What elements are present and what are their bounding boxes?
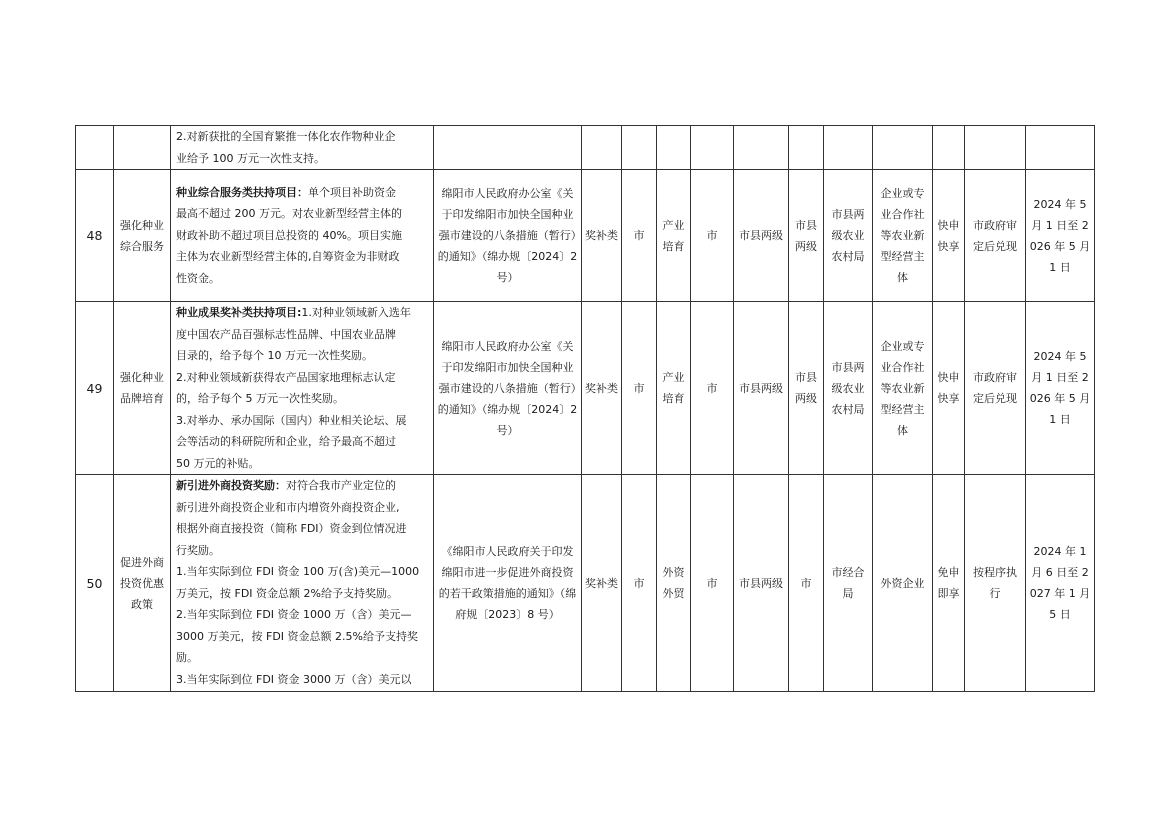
policy-level: 市 bbox=[622, 302, 657, 475]
approval-level: 市县两级 bbox=[789, 170, 824, 302]
target-subject: 企业或专业合作社等农业新型经营主体 bbox=[873, 302, 933, 475]
content-line: 最高不超过 200 万元。对农业新型经营主体的 bbox=[176, 207, 402, 221]
policy-type bbox=[582, 126, 622, 170]
content-line: 主体为农业新型经营主体的,自筹资金为非财政 bbox=[176, 250, 400, 264]
content-line: 性资金。 bbox=[176, 271, 220, 285]
row-number: 49 bbox=[76, 302, 114, 475]
content-line: 励。 bbox=[176, 651, 198, 664]
content-line: 3.对举办、承办国际（国内）种业相关论坛、展 bbox=[176, 413, 407, 427]
policy-name bbox=[114, 126, 171, 170]
content-line: 行奖励。 bbox=[176, 543, 220, 557]
cashing-method bbox=[965, 126, 1026, 170]
content-line: 财政补助不超过项目总投资的 40%。项目实施 bbox=[176, 228, 402, 242]
policy-level2: 市 bbox=[691, 475, 734, 692]
row-number: 48 bbox=[76, 170, 114, 302]
policy-name: 促进外商投资优惠政策 bbox=[114, 475, 171, 692]
content-line bbox=[176, 302, 428, 324]
table-row bbox=[76, 126, 1095, 170]
content-line: 度中国农产品百强标志性品牌、中国农业品牌 bbox=[176, 327, 396, 341]
content-line-text: 单个项目补助资金 bbox=[308, 185, 396, 199]
policy-level2: 市 bbox=[691, 302, 734, 475]
content-line bbox=[176, 182, 428, 204]
policy-level bbox=[622, 126, 657, 170]
responsible-dept bbox=[824, 126, 873, 170]
policy-content-title: 种业综合服务类扶持项目： bbox=[176, 185, 308, 199]
content-line: 1.当年实际到位 FDI 资金 100 万(含)美元—1000 bbox=[176, 565, 420, 578]
policy-basis: 绵阳市人民政府办公室《关于印发绵阳市加快全国种业强市建设的八条措施（暂行）的通知》（绵办规〔2024〕2 号） bbox=[434, 170, 582, 302]
table-row bbox=[76, 302, 1095, 475]
responsible-dept: 市县两级农业农村局 bbox=[824, 302, 873, 475]
row-number: 50 bbox=[76, 475, 114, 692]
content-line: 新引进外商投资企业和市内增资外商投资企业, bbox=[176, 500, 400, 514]
content-line: 万美元，按 FDI 资金总额 2%给予支持奖励。 bbox=[176, 586, 398, 600]
policy-content-title: 种业成果奖补类扶持项目: bbox=[176, 306, 302, 319]
approval-level: 市县两级 bbox=[789, 302, 824, 475]
policy-table bbox=[75, 125, 1095, 692]
policy-content bbox=[171, 170, 434, 302]
valid-period: 2024 年 5 月 1 日至 2026 年 5 月 1 日 bbox=[1026, 170, 1095, 302]
policy-content bbox=[171, 302, 434, 475]
exec-level: 市县两级 bbox=[734, 475, 789, 692]
policy-content-title: 新引进外商投资奖励： bbox=[176, 479, 286, 492]
policy-content bbox=[171, 475, 434, 692]
content-line: 根据外商直接投资（简称 FDI）资金到位情况进 bbox=[176, 522, 407, 535]
policy-level2 bbox=[691, 126, 734, 170]
target-subject: 企业或专业合作社等农业新型经营主体 bbox=[873, 170, 933, 302]
policy-level: 市 bbox=[622, 170, 657, 302]
approval-level: 市 bbox=[789, 475, 824, 692]
content-line: 3000 万美元，按 FDI 资金总额 2.5%给予支持奖 bbox=[176, 629, 418, 643]
policy-category bbox=[657, 126, 691, 170]
content-line: 会等活动的科研院所和企业，给予最高不超过 bbox=[176, 435, 396, 448]
responsible-dept: 市县两级农业农村局 bbox=[824, 170, 873, 302]
policy-level2: 市 bbox=[691, 170, 734, 302]
policy-content bbox=[171, 126, 434, 170]
policy-basis: 《绵阳市人民政府关于印发绵阳市进一步促进外商投资的若干政策措施的通知》（绵府规〔2023〕8 号） bbox=[434, 475, 582, 692]
content-line bbox=[176, 475, 428, 497]
valid-period: 2024 年 1 月 6 日至 2027 年 1 月 5 日 bbox=[1026, 475, 1095, 692]
cashing-method: 按程序执行 bbox=[965, 475, 1026, 692]
exec-level: 市县两级 bbox=[734, 302, 789, 475]
valid-period bbox=[1026, 126, 1095, 170]
policy-level: 市 bbox=[622, 475, 657, 692]
apply-method bbox=[933, 126, 965, 170]
policy-type: 奖补类 bbox=[582, 170, 622, 302]
row-number bbox=[76, 126, 114, 170]
content-line: 3.当年实际到位 FDI 资金 3000 万（含）美元以 bbox=[176, 672, 412, 686]
content-line-text: 1.对种业领域新入选年 bbox=[301, 306, 411, 319]
policy-name: 强化种业品牌培育 bbox=[114, 302, 171, 475]
content-line: 50 万元的补贴。 bbox=[176, 456, 260, 470]
policy-category: 外资外贸 bbox=[657, 475, 691, 692]
policy-basis: 绵阳市人民政府办公室《关于印发绵阳市加快全国种业强市建设的八条措施（暂行）的通知》（绵办规〔2024〕2 号） bbox=[434, 302, 582, 475]
apply-method: 快申快享 bbox=[933, 302, 965, 475]
table-row bbox=[76, 475, 1095, 692]
valid-period: 2024 年 5 月 1 日至 2026 年 5 月 1 日 bbox=[1026, 302, 1095, 475]
target-subject: 外资企业 bbox=[873, 475, 933, 692]
policy-type: 奖补类 bbox=[582, 302, 622, 475]
content-line: 2.当年实际到位 FDI 资金 1000 万（含）美元— bbox=[176, 608, 412, 621]
content-line: 目录的，给予每个 10 万元一次性奖励。 bbox=[176, 349, 373, 362]
responsible-dept: 市经合局 bbox=[824, 475, 873, 692]
policy-category: 产业培育 bbox=[657, 302, 691, 475]
apply-method: 快申快享 bbox=[933, 170, 965, 302]
cashing-method: 市政府审定后兑现 bbox=[965, 170, 1026, 302]
policy-name: 强化种业综合服务 bbox=[114, 170, 171, 302]
content-line: 业给予 100 万元一次性支持。 bbox=[176, 151, 325, 165]
cashing-method: 市政府审定后兑现 bbox=[965, 302, 1026, 475]
policy-category: 产业培育 bbox=[657, 170, 691, 302]
approval-level bbox=[789, 126, 824, 170]
content-line: 2.对新获批的全国育繁推一体化农作物种业企 bbox=[176, 130, 396, 143]
target-subject bbox=[873, 126, 933, 170]
exec-level: 市县两级 bbox=[734, 170, 789, 302]
policy-basis bbox=[434, 126, 582, 170]
table-row bbox=[76, 170, 1095, 302]
content-line: 2.对种业领域新获得农产品国家地理标志认定 bbox=[176, 370, 396, 384]
exec-level bbox=[734, 126, 789, 170]
policy-type: 奖补类 bbox=[582, 475, 622, 692]
content-line-text: 对符合我市产业定位的 bbox=[286, 479, 396, 492]
content-line: 的，给予每个 5 万元一次性奖励。 bbox=[176, 392, 344, 405]
apply-method: 免申即享 bbox=[933, 475, 965, 692]
